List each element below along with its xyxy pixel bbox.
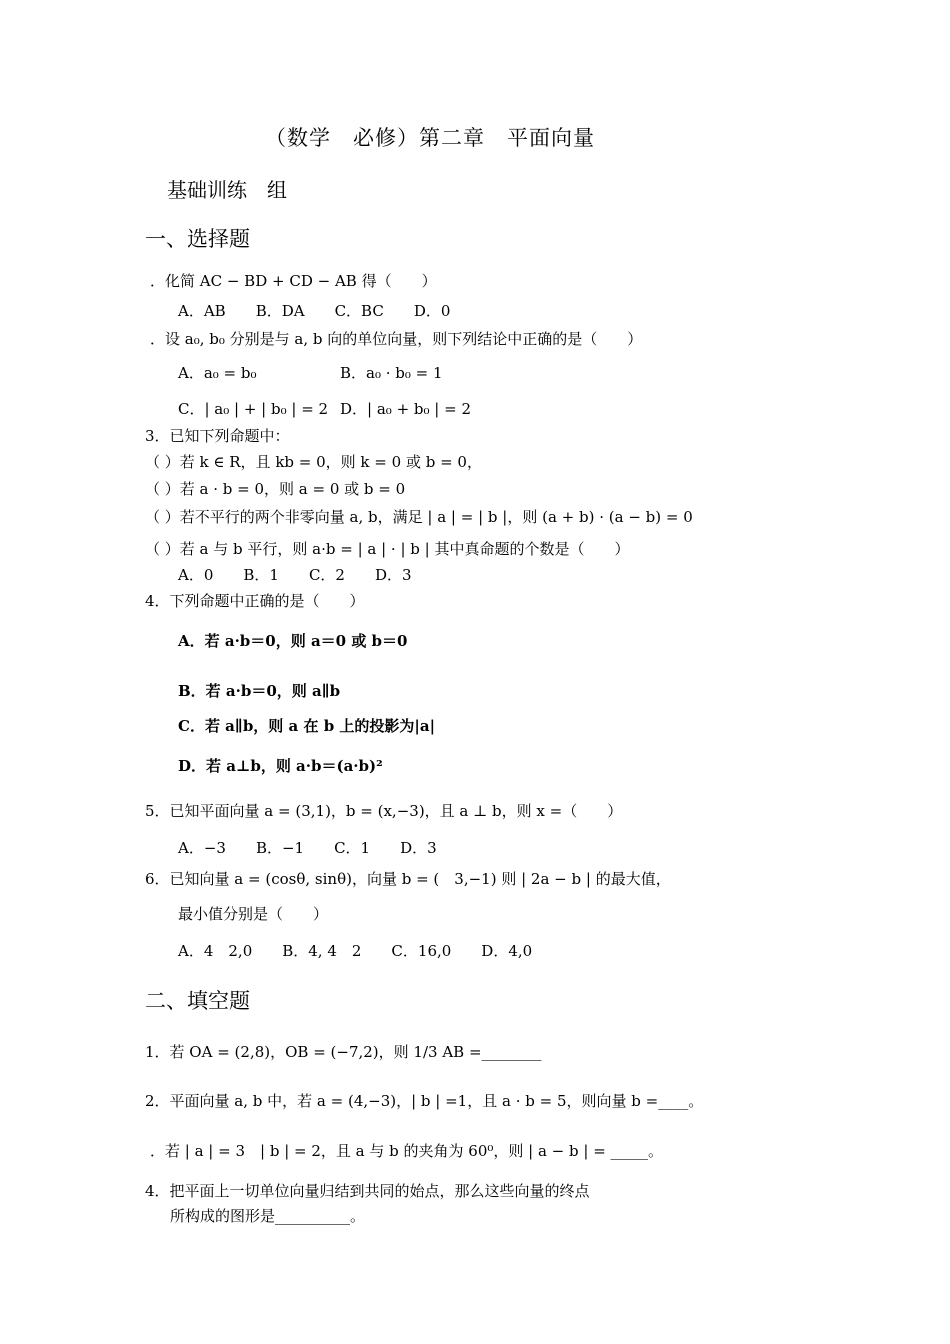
section-heading-choice: 一、选择题 <box>145 227 250 251</box>
fill-1: 1．若 OA = (2,8)，OB = (−7,2)，则 1/3 AB =________ <box>145 1043 542 1061</box>
q4-option-a: A．若 a·b＝0，则 a＝0 或 b＝0 <box>178 632 408 650</box>
fill-2: 2．平面向量 a, b 中，若 a = (4,−3)，| b | =1，且 a · b = 5，则向量 b =____。 <box>145 1092 704 1110</box>
q1-stem: ．化简 AC − BD + CD − AB 得（ ） <box>150 272 437 290</box>
q4-stem: 4．下列命题中正确的是（ ） <box>145 592 365 610</box>
q3-stem: 3．已知下列命题中： <box>145 427 290 445</box>
q3-line-1: （ ）若 k ∈ R，且 kb = 0，则 k = 0 或 b = 0， <box>145 453 482 471</box>
subtitle: 基础训练 组 <box>167 178 287 202</box>
q3-line-2: （ ）若 a · b = 0，则 a = 0 或 b = 0 <box>145 480 406 498</box>
q4-option-c: C．若 a∥b，则 a 在 b 上的投影为|a| <box>178 717 436 735</box>
fill-4-line-2: 所构成的图形是__________。 <box>170 1207 366 1225</box>
q5-stem: 5．已知平面向量 a = (3,1)，b = (x,−3)，且 a ⊥ b，则 x =（ ） <box>145 802 623 820</box>
q3-line-4: （ ）若 a 与 b 平行，则 a·b = | a | · | b | 其中真命题的个数是（ ） <box>145 540 630 558</box>
q6-stem: 6．已知向量 a = (cosθ, sinθ)，向量 b = ( 3,−1) 则 | 2a − b | 的最大值， <box>145 870 671 888</box>
section-heading-fill: 二、填空题 <box>145 989 250 1013</box>
q3-options: A．0 B．1 C．2 D．3 <box>178 566 412 584</box>
q2-option-a: A．a₀ = b₀ <box>178 364 257 382</box>
fill-3: ．若 | a | = 3 | b | = 2，且 a 与 b 的夹角为 60⁰，则 | a − b | = _____。 <box>150 1142 664 1160</box>
q1-options: A．AB B．DA C．BC D．0 <box>178 302 451 320</box>
q6-stem-2: 最小值分别是（ ） <box>178 905 329 923</box>
q2-option-c: C．| a₀ | + | b₀ | = 2 <box>178 400 329 418</box>
q2-option-d: D．| a₀ + b₀ | = 2 <box>340 400 471 418</box>
q6-options: A．4 2,0 B．4, 4 2 C．16,0 D．4,0 <box>178 942 533 960</box>
q4-option-b: B．若 a·b＝0，则 a∥b <box>178 682 341 700</box>
page-title: （数学 必修）第二章 平面向量 <box>265 126 595 150</box>
fill-4-line-1: 4．把平面上一切单位向量归结到共同的始点，那么这些向量的终点 <box>145 1182 590 1200</box>
q5-options: A．−3 B．−1 C．1 D．3 <box>178 839 437 857</box>
q4-option-d: D．若 a⊥b，则 a·b＝(a·b)² <box>178 757 383 775</box>
q2-option-b: B．a₀ · b₀ = 1 <box>340 364 443 382</box>
q2-stem: ．设 a₀, b₀ 分别是与 a, b 向的单位向量，则下列结论中正确的是（ ） <box>150 330 643 348</box>
q3-line-3: （ ）若不平行的两个非零向量 a, b，满足 | a | = | b |，则 (a + b) · (a − b) = 0 <box>145 508 693 526</box>
